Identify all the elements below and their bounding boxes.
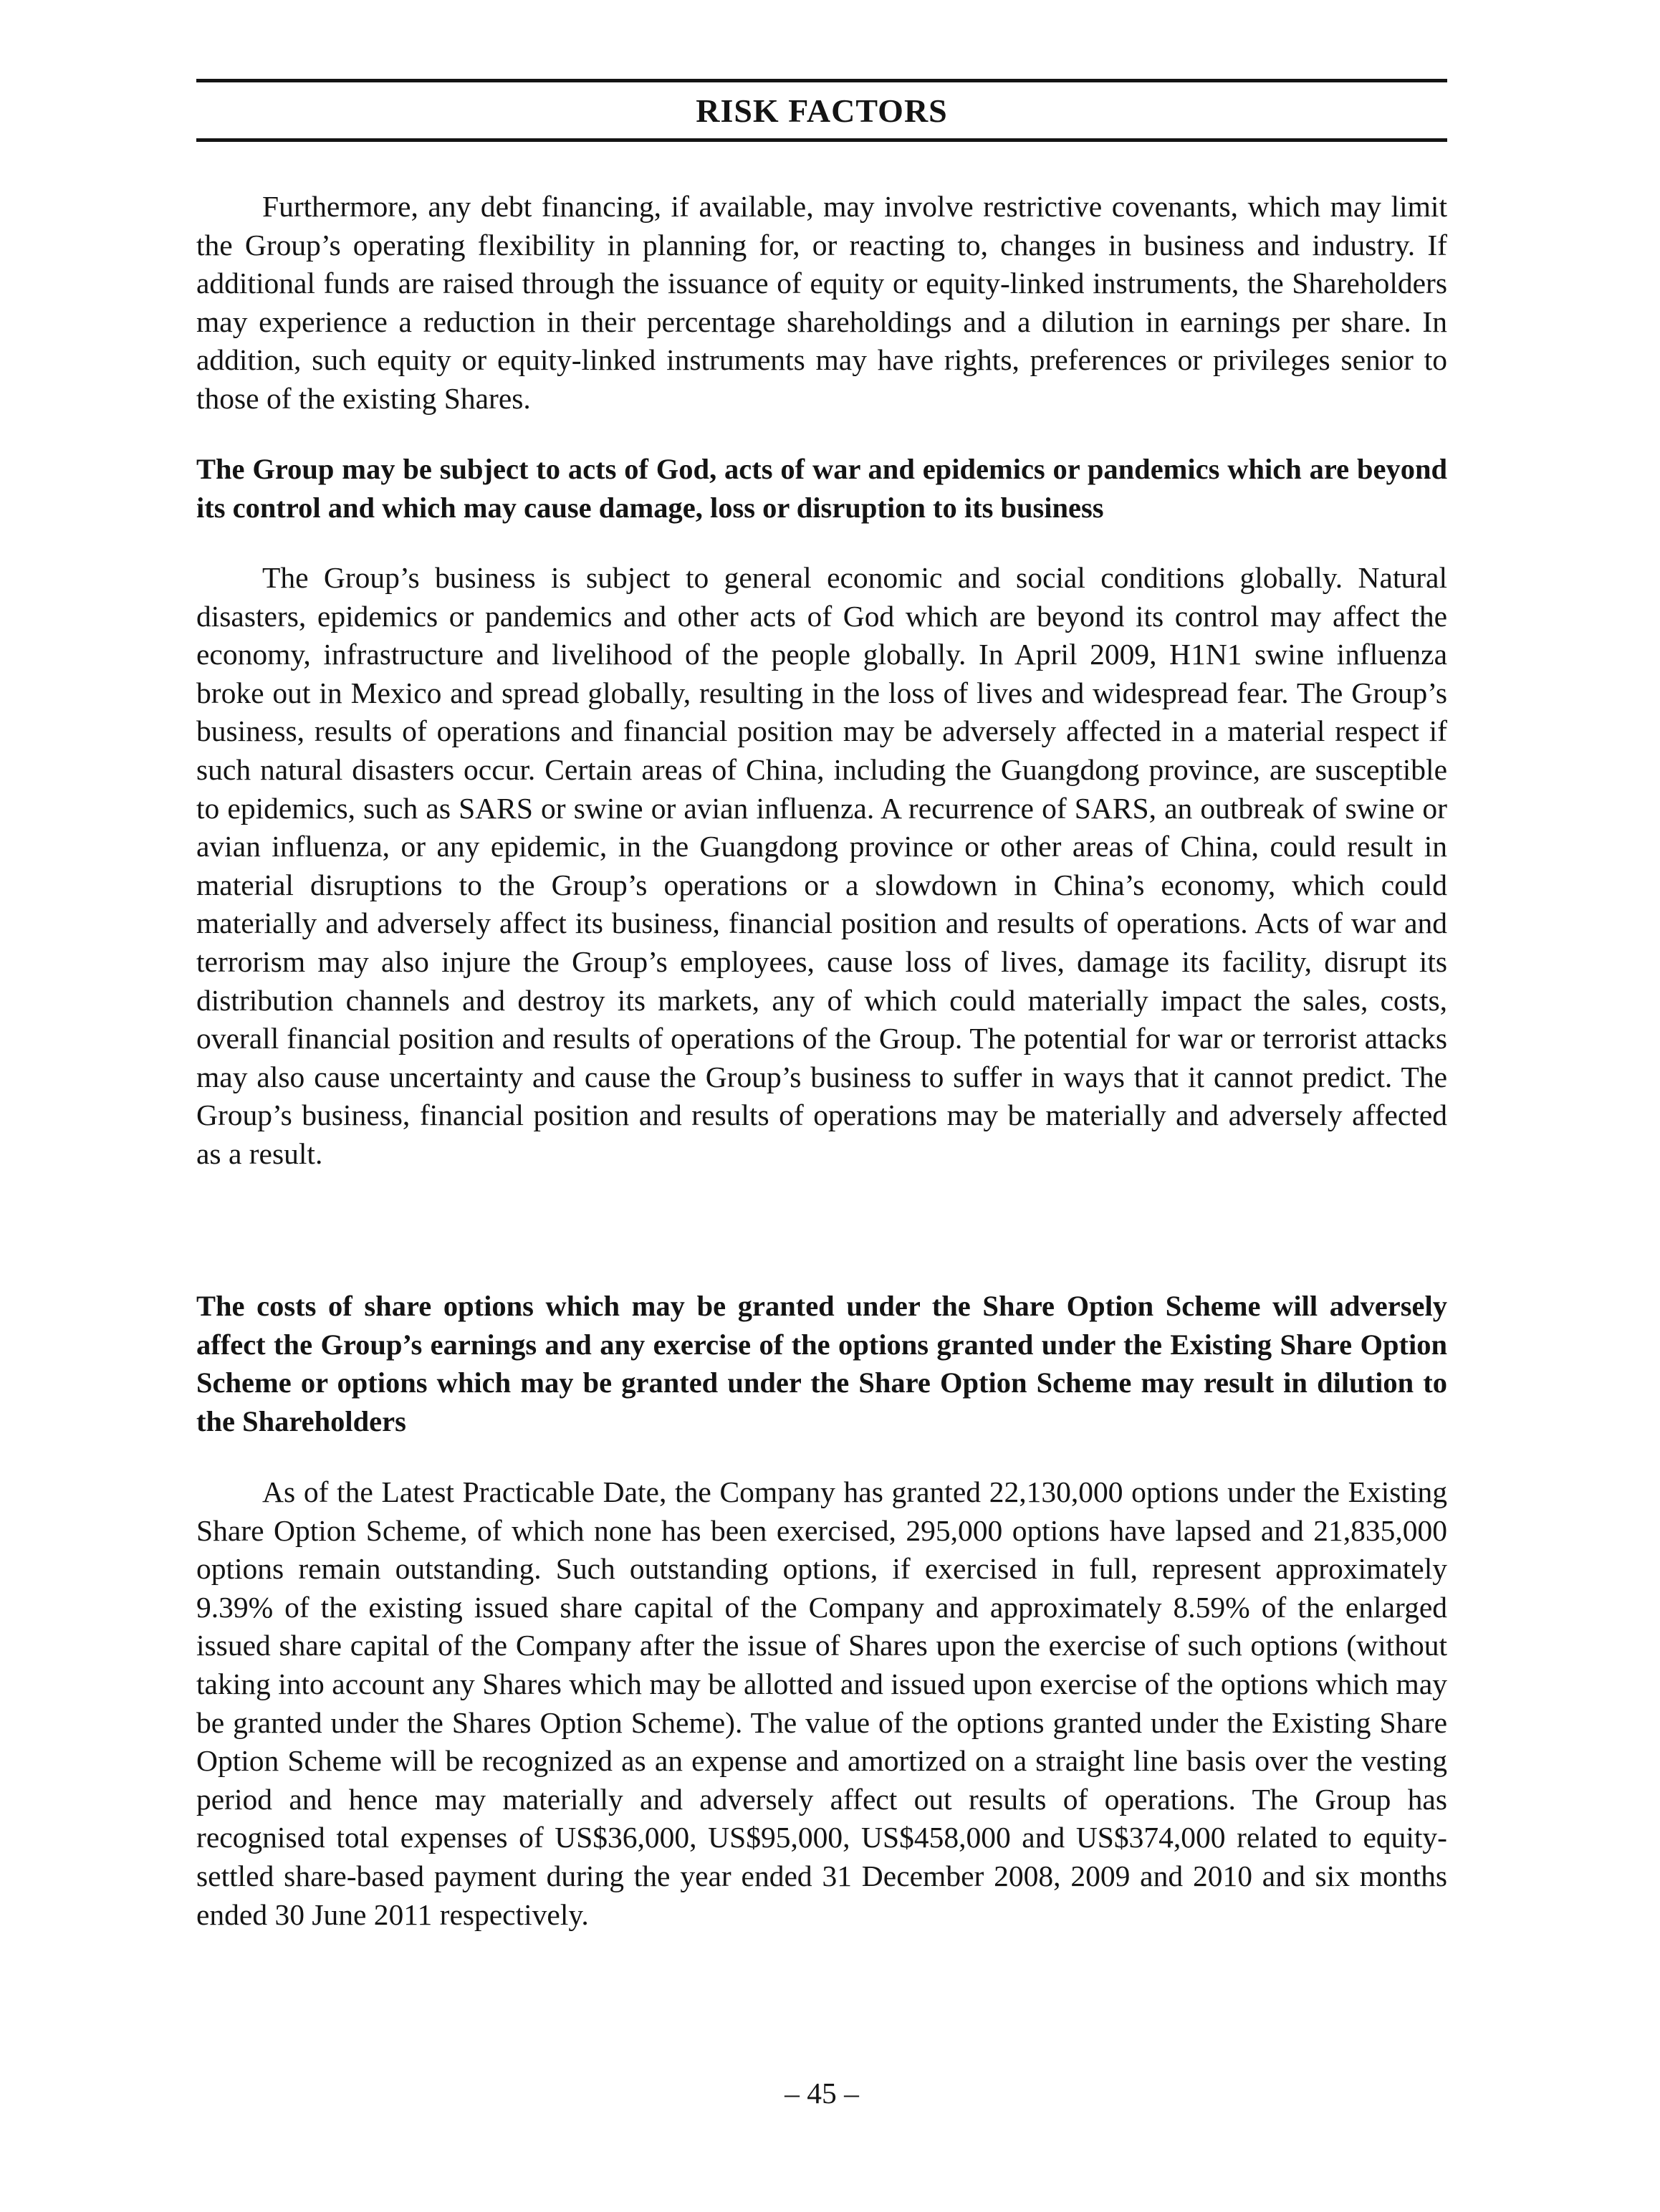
page-title: RISK FACTORS [696,92,948,129]
section-paragraph-acts-of-god: The Group’s business is subject to general economic and social conditions globally. Natural disasters, epidemics or pandemics and other acts of God which are beyond its control may affect the economy, infrastructure and livelihood of the people globally. In April 2009, H1N1 swine influenza broke out in Mexico and spread globally, resulting in the loss of lives and widespread fear. The Group’s business, results of operations and financial position may be adversely affected in a material respect if such natural disasters occur. Certain areas of China, including the Guangdong province, are susceptible to epidemics, such as SARS or swine or avian influenza. A recurrence of SARS, an outbreak of swine or avian influenza, or any epidemic, in the Guangdong province or other areas of China, could result in material disruptions to the Group’s operations or a slowdown in China’s economy, which could materially and adversely affect its business, financial position and results of operations. Acts of war and terrorism may also injure the Group’s employees, cause loss of lives, damage its facility, disrupt its distribution channels and destroy its markets, any of which could materially impact the sales, costs, overall financial position and results of operations of the Group. The potential for war or terrorist attacks may also cause uncertainty and cause the Group’s business to suffer in ways that it cannot predict. The Group’s business, financial position and results of operations may be materially and adversely affected as a result. [196,561,1447,1170]
intro-paragraph: Furthermore, any debt financing, if available, may involve restrictive covenants, which may limit the Group’s operating flexibility in planning for, or reacting to, changes in business and industry. If additional funds are raised through the issuance of equity or equity-linked instruments, the Shareholders may experience a reduction in their percentage shareholdings and a dilution in earnings per share. In addition, such equity or equity-linked instruments may have rights, preferences or privileges senior to those of the existing Shares. [196,190,1447,415]
section-heading-share-options: The costs of share options which may be granted under the Share Option Scheme will adversely affect the Group’s earnings and any exercise of the options granted under the Existing Share Option Scheme or options which may be granted under the Share Option Scheme may result in dilution to the Shareholders [196,1290,1447,1437]
header-rule-top [196,79,1447,82]
header-rule-bottom [196,138,1447,142]
section-heading-acts-of-god: The Group may be subject to acts of God, acts of war and epidemics or pandemics which are beyond its control and which may cause damage, loss or disruption to its business [196,453,1447,524]
document-page [196,0,1447,2212]
section-paragraph-share-options: As of the Latest Practicable Date, the Company has granted 22,130,000 options under the Existing Share Option Scheme, of which none has been exercised, 295,000 options have lapsed and 21,835,000 options remain outstanding. Such outstanding options, if exercised in full, represent approximately 9.39% of the existing issued share capital of the Company and approximately 8.59% of the enlarged issued share capital of the Company after the issue of Shares upon the exercise of such options (without taking into account any Shares which may be allotted and issued upon exercise of the options which may be granted under the Shares Option Scheme). The value of the options granted under the Existing Share Option Scheme will be recognized as an expense and amortized on a straight line basis over the vesting period and hence may materially and adversely affect out results of operations. The Group has recognised total expenses of US$36,000, US$95,000, US$458,000 and US$374,000 related to equity-settled share-based payment during the year ended 31 December 2008, 2009 and 2010 and six months ended 30 June 2011 respectively. [196,1475,1447,1931]
page-number: – 45 – [785,2077,859,2110]
